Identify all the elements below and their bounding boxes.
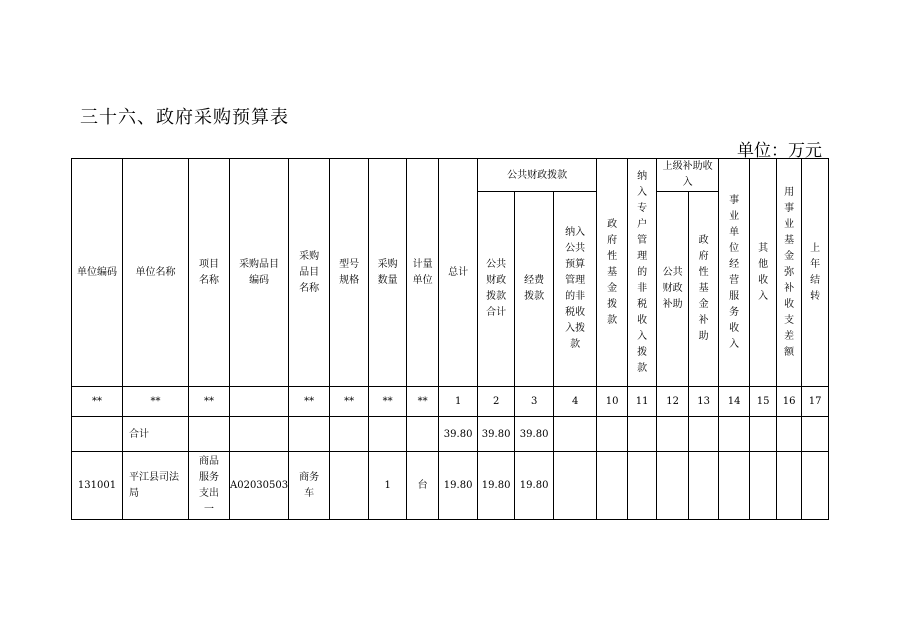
index-cell: 10 (597, 387, 628, 417)
header-public-finance: 公共财政拨款 (478, 159, 597, 192)
row-project-name: 商品 服务 支出 一 (189, 452, 230, 520)
header-pf-nontax: 纳入 公共 预算 管理 的非 税收 入拨 款 (554, 192, 597, 387)
table-row (72, 452, 829, 520)
unit-label: 单位：万元 (737, 141, 822, 161)
sum-pf-total: 39.80 (478, 417, 515, 452)
header-item-code: 采购品目 编码 (230, 159, 289, 387)
index-cell: ** (123, 387, 189, 417)
row-meas-unit: 台 (407, 452, 439, 520)
index-cell: ** (72, 387, 123, 417)
header-item-name: 采购 品目 名称 (289, 159, 330, 387)
index-cell: 11 (628, 387, 657, 417)
index-cell: 13 (689, 387, 719, 417)
index-cell: 14 (719, 387, 750, 417)
sum-label: 合计 (123, 417, 189, 452)
index-cell: ** (189, 387, 230, 417)
row-total: 19.80 (439, 452, 478, 520)
procurement-budget-table (71, 158, 829, 520)
index-row (72, 387, 829, 417)
row-unit-name: 平江县司法 局 (123, 452, 189, 520)
row-item-code: A02030503 (230, 452, 289, 520)
index-cell: ** (330, 387, 369, 417)
row-quantity: 1 (369, 452, 407, 520)
row-item-name: 商务 车 (289, 452, 330, 520)
header-sub-govfund: 政 府 性 基 金 补 助 (689, 192, 719, 387)
header-unit-code: 单位编码 (72, 159, 123, 387)
index-cell: ** (369, 387, 407, 417)
row-pf-total: 19.80 (478, 452, 515, 520)
index-cell: 16 (777, 387, 802, 417)
index-cell: 4 (554, 387, 597, 417)
header-model: 型号 规格 (330, 159, 369, 387)
header-business-income: 事 业 单 位 经 营 服 务 收 入 (719, 159, 750, 387)
header-project-name: 项目 名称 (189, 159, 230, 387)
page-title: 三十六、政府采购预算表 (80, 107, 289, 128)
sum-row (72, 417, 829, 452)
header-carryover: 上 年 结 转 (802, 159, 829, 387)
index-cell: 3 (515, 387, 554, 417)
sum-total: 39.80 (439, 417, 478, 452)
index-cell: ** (407, 387, 439, 417)
index-cell: 17 (802, 387, 829, 417)
sum-pf-expense: 39.80 (515, 417, 554, 452)
header-special-nontax: 纳 入 专 户 管 理 的 非 税 收 入 拨 款 (628, 159, 657, 387)
index-cell: 15 (750, 387, 777, 417)
header-meas-unit: 计量 单位 (407, 159, 439, 387)
header-superior-subsidy: 上级补助收 入 (657, 159, 719, 192)
row-model (330, 452, 369, 520)
row-pf-expense: 19.80 (515, 452, 554, 520)
index-cell: 2 (478, 387, 515, 417)
header-quantity: 采购 数量 (369, 159, 407, 387)
row-unit-code: 131001 (72, 452, 123, 520)
index-cell (230, 387, 289, 417)
header-pf-total: 公共 财政 拨款 合计 (478, 192, 515, 387)
header-total: 总计 (439, 159, 478, 387)
header-sub-public: 公共 财政 补助 (657, 192, 689, 387)
index-cell: ** (289, 387, 330, 417)
index-cell: 12 (657, 387, 689, 417)
index-cell: 1 (439, 387, 478, 417)
header-pf-expense: 经费 拨款 (515, 192, 554, 387)
header-unit-name: 单位名称 (123, 159, 189, 387)
header-fund-supplement: 用 事 业 基 金 弥 补 收 支 差 额 (777, 159, 802, 387)
header-gov-fund: 政 府 性 基 金 拨 款 (597, 159, 628, 387)
header-other-income: 其 他 收 入 (750, 159, 777, 387)
